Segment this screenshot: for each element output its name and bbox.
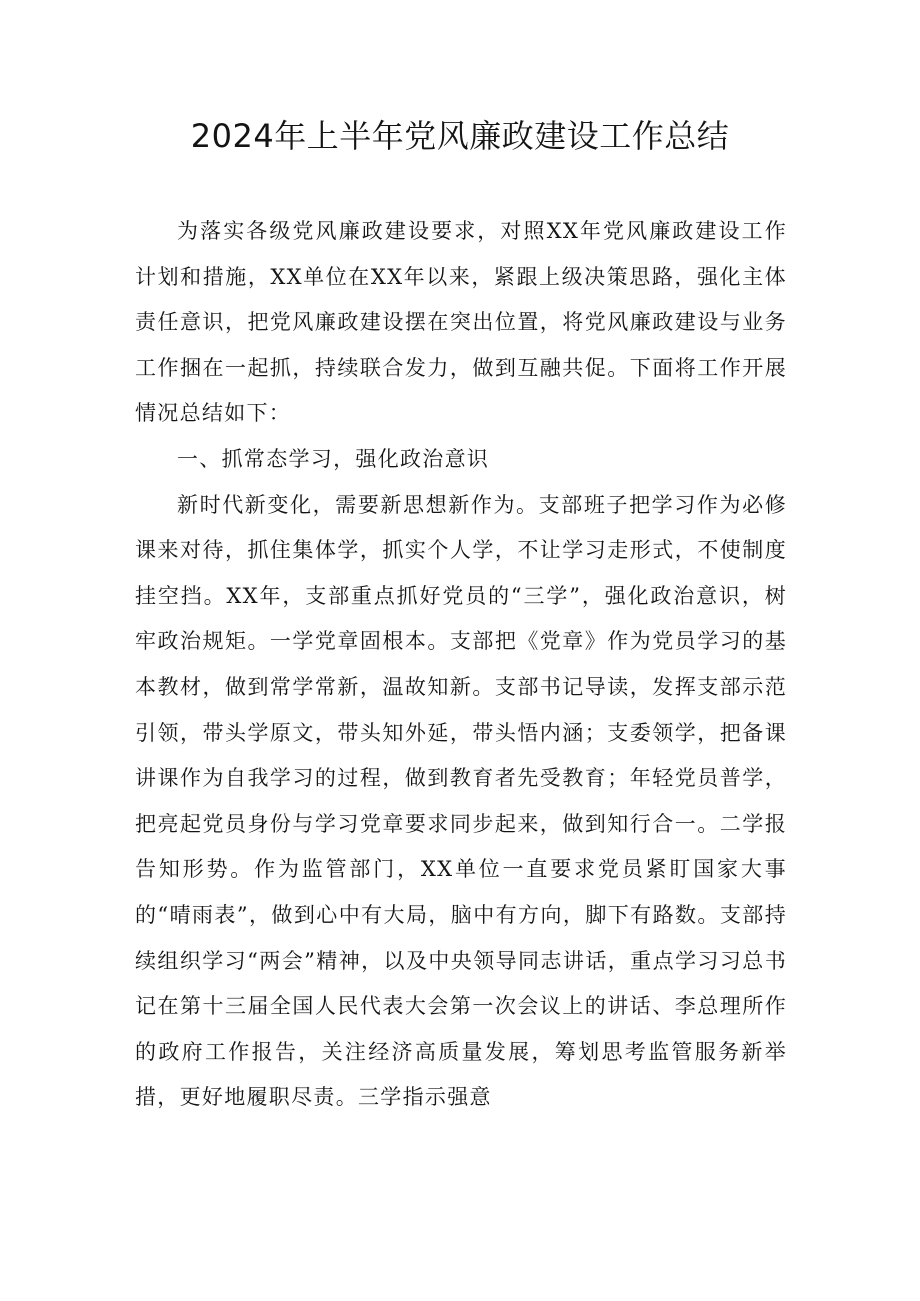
section-heading: 一、抓常态学习，强化政治意识 [177, 446, 490, 471]
document-body [135, 209, 787, 1121]
intro-paragraph: 为落实各级党风廉政建设要求，对照XX年党风廉政建设工作计划和措施，XX单位在XX年以来，紧跟上级决策思路，强化主体责任意识，把党风廉政建设摆在突出位置，将党风廉政建设与业务工作捆在一起抓，持续联合发力，做到互融共促。下面将工作开展情况总结如下： [135, 219, 787, 426]
document-title: 2024年上半年党风廉政建设工作总结 [190, 117, 730, 155]
body-paragraph: 新时代新变化，需要新思想新作为。支部班子把学习作为必修课来对待，抓住集体学，抓实个人学，不让学习走形式，不使制度挂空挡。XX年，支部重点抓好党员的“三学”，强化政治意识，树牢政治规矩。一学党章固根本。支部把《党章》作为党员学习的基本教材，做到常学常新，温故知新。支部书记导读，发挥支部示范引领，带头学原文，带头知外延，带头悟内涵；支委领学，把备课讲课作为自我学习的过程，做到教育者先受教育；年轻党员普学，把亮起党员身份与学习党章要求同步起来，做到知行合一。二学报告知形势。作为监管部门，XX单位一直要求党员紧盯国家大事的“晴雨表”，做到心中有大局，脑中有方向，脚下有路数。支部持续组织学习“两会”精神，以及中央领导同志讲话，重点学习习总书记在第十三届全国人民代表大会第一次会议上的讲话、李总理所作的政府工作报告，关注经济高质量发展，筹划思考监管服务新举措，更好地履职尽责。三学指示强意 [135, 492, 787, 1110]
